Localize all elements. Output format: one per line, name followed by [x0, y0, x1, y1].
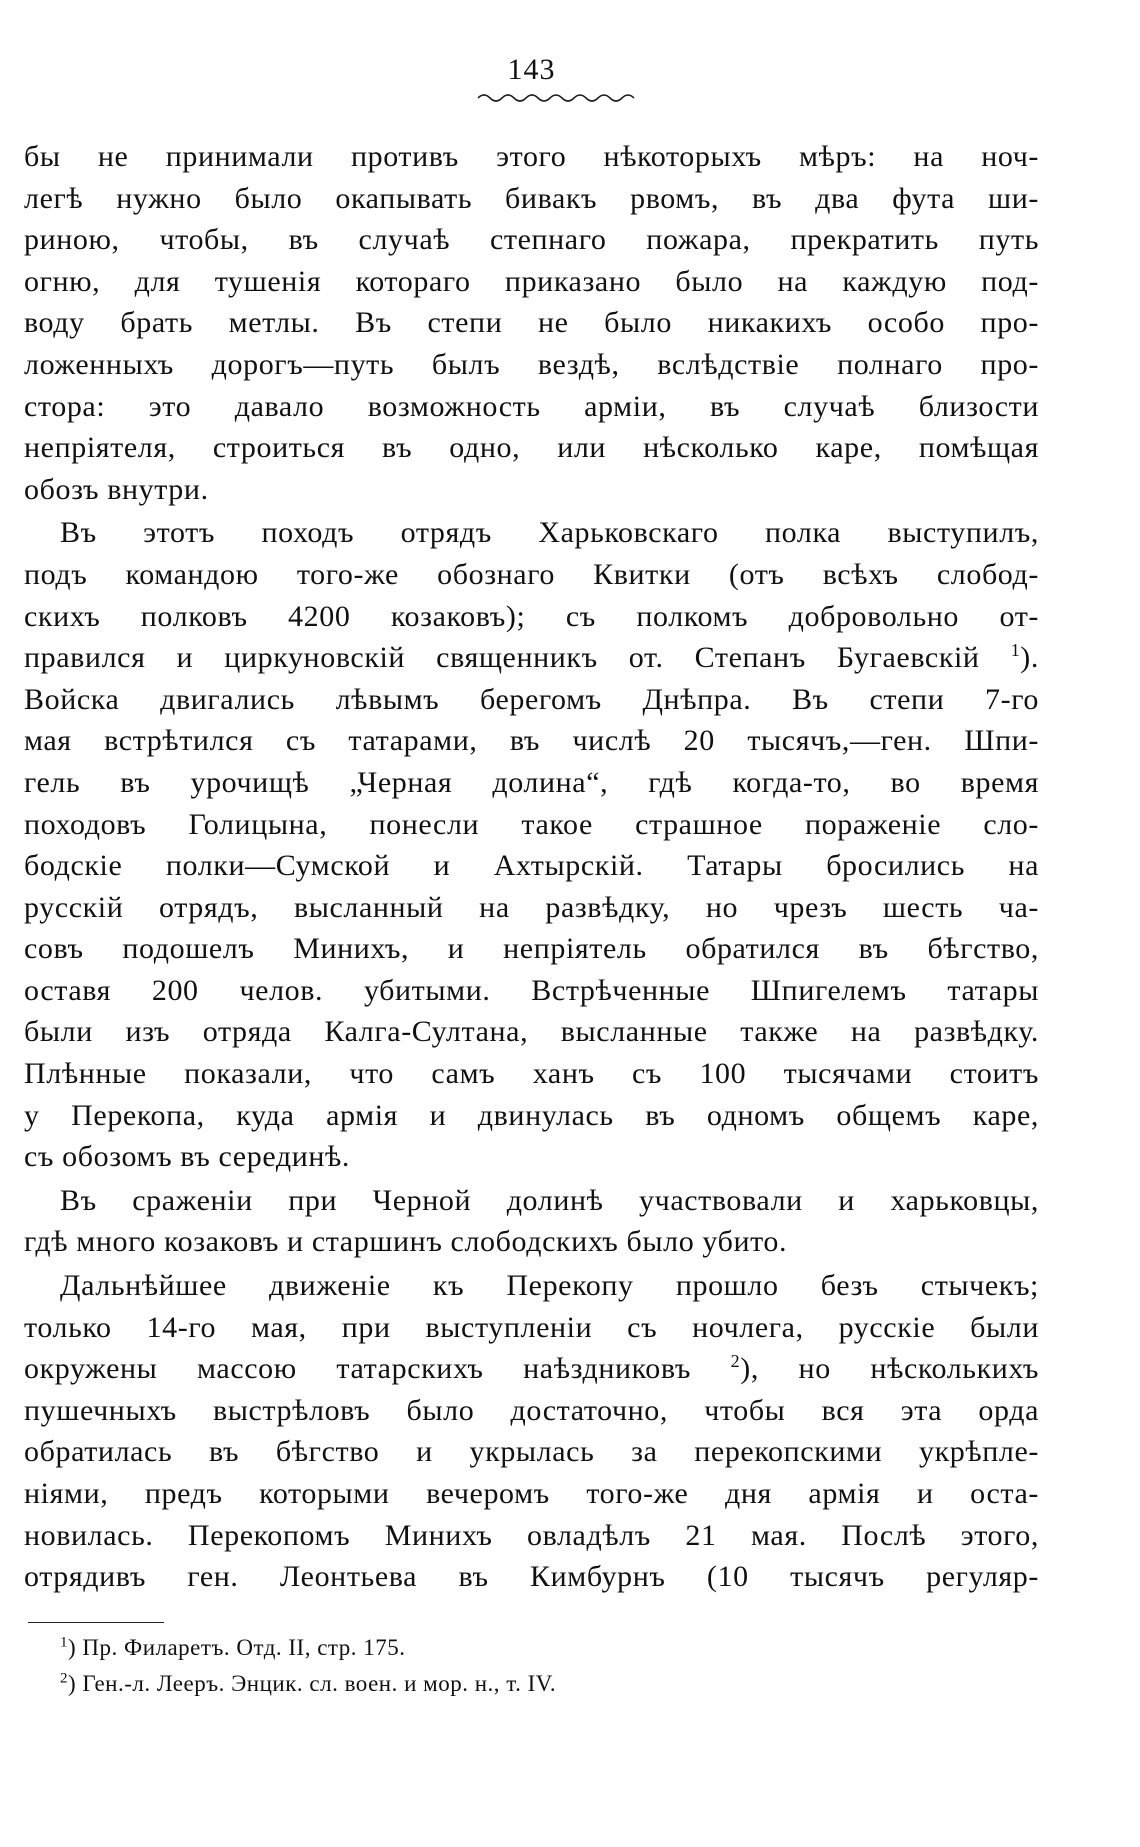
text-line: подъ командою того-же обознаго Квитки (отъ всѣхъ слобод-: [24, 557, 1039, 591]
text-line: совъ подошелъ Минихъ, и непріятель обратился въ бѣгство,: [24, 932, 1039, 966]
text-line: гдѣ много козаковъ и старшинъ слободскихъ было убито.: [24, 1225, 788, 1259]
text-line: у Перекопа, куда армія и двинулась въ одномъ общемъ каре,: [24, 1098, 1039, 1132]
text-line: непріятеля, строиться въ одно, или нѣсколько каре, помѣщая: [24, 431, 1039, 465]
text-line: Въ сраженіи при Черной долинѣ участвовали и харьковцы,: [60, 1183, 1039, 1217]
text-line: съ обозомъ въ серединѣ.: [24, 1140, 351, 1174]
text-line: бы не принимали противъ этого нѣкоторыхъ мѣръ: на ноч-: [24, 140, 1039, 173]
text-line: русскій отрядъ, высланный на развѣдку, но чрезъ шесть ча-: [24, 890, 1039, 924]
page-header: [24, 52, 1039, 88]
footnote-text: ) Ген.-л. Лееръ. Энцик. сл. воен. и мор. н., т. IV.: [68, 1671, 557, 1696]
page-number: 143: [507, 53, 556, 86]
text-line: огню, для тушенія котораго приказано было на каждую под-: [24, 264, 1039, 298]
text-line: походовъ Голицына, понесли такое страшное пораженіе сло-: [24, 807, 1039, 841]
text-line: только 14-го мая, при выступленіи съ ночлега, русскіе были: [24, 1310, 1039, 1344]
footnote-1: [60, 1630, 960, 1666]
text-line: легѣ нужно было окапывать бивакъ рвомъ, въ два фута ши-: [24, 181, 1039, 215]
footnote-text: ) Пр. Филаретъ. Отд. II, стр. 175.: [68, 1635, 406, 1660]
text-line: риною, чтобы, въ случаѣ степнаго пожара, прекратить путь: [24, 223, 1039, 257]
text-line: воду брать метлы. Въ степи не было никакихъ особо про-: [24, 306, 1039, 340]
paragraph-3: [24, 1180, 1039, 1263]
text-line: Дальнѣйшее движеніе къ Перекопу прошло безъ стычекъ;: [60, 1269, 1039, 1303]
footnote-ref[interactable]: 2: [730, 1351, 741, 1372]
text-line: скихъ полковъ 4200 козаковъ); съ полкомъ добровольно от-: [24, 599, 1039, 633]
footnote-mark: 2: [60, 1670, 68, 1687]
text-line: ніями, предъ которыми вечеромъ того-же дня армія и оста-: [24, 1477, 1039, 1510]
text-line: бодскіе полки—Сумской и Ахтырскій. Татары бросились на: [24, 849, 1039, 883]
paragraph-2: [24, 512, 1039, 1178]
book-page: [24, 0, 1039, 1847]
text-line: стора: это давало возможность арміи, въ случаѣ близости: [24, 389, 1039, 423]
paragraph-1: [24, 136, 1039, 510]
text-line: Плѣнные показали, что самъ ханъ съ 100 тысячами стоитъ: [24, 1057, 1039, 1091]
text-line: мая встрѣтился съ татарами, въ числѣ 20 тысячъ,—ген. Шпи-: [24, 724, 1039, 758]
body-text: [24, 136, 1039, 1600]
text-line: ложенныхъ дорогъ—путь былъ вездѣ, вслѣдствіе полнаго про-: [24, 347, 1039, 381]
footnote-ref[interactable]: 1: [1010, 640, 1021, 661]
text-line: новилась. Перекопомъ Минихъ овладѣлъ 21 мая. Послѣ этого,: [24, 1518, 1039, 1552]
line-text: правился и циркуновскій священникъ от. Степанъ Бугаевскій: [24, 641, 980, 675]
text-line: обозъ внутри.: [24, 472, 209, 506]
footnote-mark: 1: [60, 1634, 68, 1651]
text-line: пушечныхъ выстрѣловъ было достаточно, чтобы вся эта орда: [24, 1393, 1039, 1427]
footnote-ref-suffix: .: [1030, 641, 1039, 675]
text-line: обратилась въ бѣгство и укрылась за перекопскими укрѣпле-: [24, 1435, 1039, 1469]
line-text: окружены массою татарскихъ наѣздниковъ: [24, 1352, 692, 1386]
footnote-divider: [28, 1622, 164, 1623]
text-line-with-footnote: [24, 1348, 1039, 1390]
text-line: Войска двигались лѣвымъ берегомъ Днѣпра. Въ степи 7-го: [24, 682, 1039, 716]
header-ornament: [476, 90, 638, 104]
text-line: были изъ отряда Калга-Султана, высланные также на развѣдку.: [24, 1015, 1039, 1049]
text-line: гель въ урочищѣ „Черная долина“, гдѣ когда-то, во время: [24, 765, 1039, 799]
footnote-2: [60, 1666, 960, 1702]
text-line: Въ этотъ походъ отрядъ Харьковскаго полка выступилъ,: [60, 516, 1039, 550]
paragraph-4: [24, 1265, 1039, 1598]
text-line-with-footnote: правился и циркуновскій священникъ от. Степанъ Бугаевскій $^1$).: [24, 640, 1039, 675]
footnotes: [60, 1630, 960, 1702]
footnote-ref-suffix: ), но нѣсколькихъ: [740, 1352, 1039, 1386]
text-line: отрядивъ ген. Леонтьева въ Кимбурнъ (10 тысячъ регуляр-: [24, 1560, 1039, 1594]
text-line: оставя 200 челов. убитыми. Встрѣченные Шпигелемъ татары: [24, 973, 1039, 1007]
